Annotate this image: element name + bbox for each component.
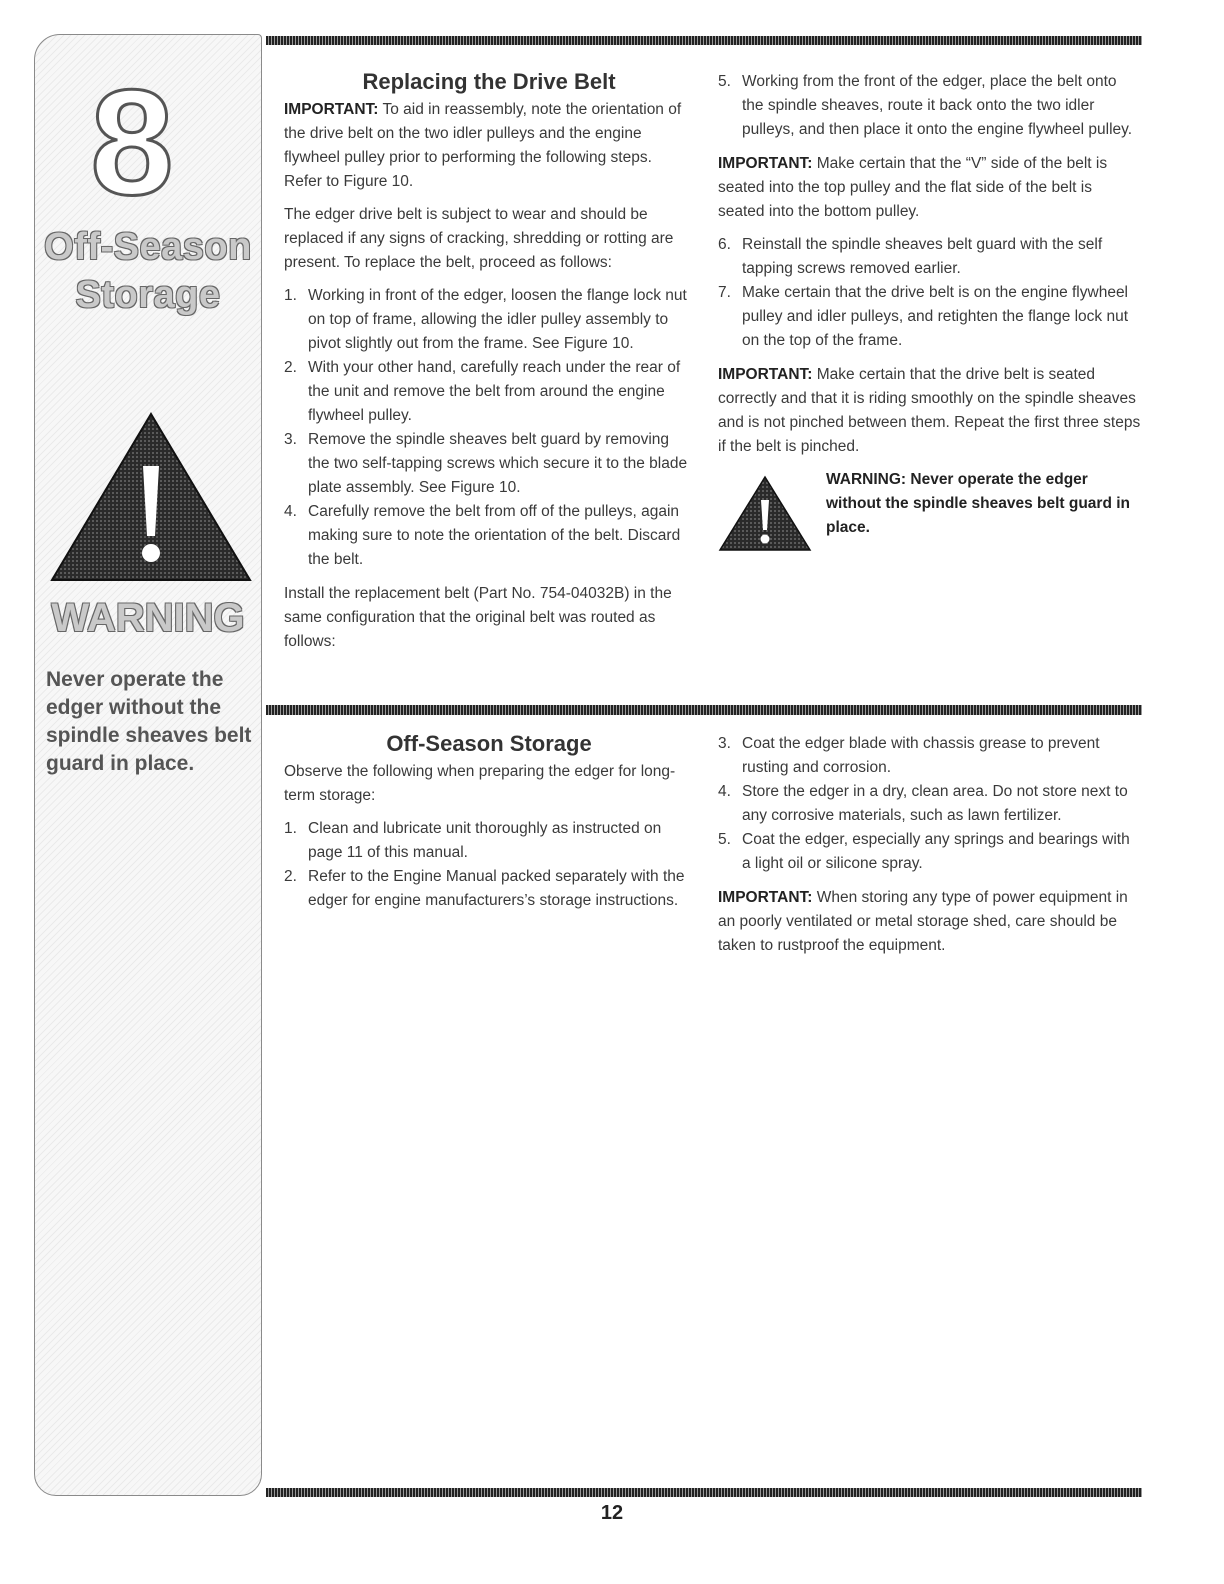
inline-warning-text: WARNING: Never operate the edger without the spindle sheaves belt guard in place. [826,471,1131,536]
list-item: 2. Refer to the Engine Manual packed separately with the edger for engine manufacturers’s storage instructions. [284,868,685,909]
storage-heading: Off-Season Storage [386,731,592,756]
list-item: 3. Coat the edger blade with chassis grease to prevent rusting and corrosion. [718,735,1100,776]
important-label: IMPORTANT: [284,101,379,118]
storage-column-left [284,732,694,923]
sidebar-title-line1: Off-Season [44,226,252,268]
drive-belt-steps-1-4 [284,284,694,572]
warning-triangle-icon [718,474,812,552]
storage-steps-1-2 [284,817,694,913]
list-item: 6. Reinstall the spindle sheaves belt guard with the self tapping screws removed earlier. [718,236,1103,277]
drive-belt-heading: Replacing the Drive Belt [362,69,616,94]
list-item: 2. With your other hand, carefully reach under the rear of the unit and remove the belt from around the engine flywheel pulley. [284,359,681,424]
drive-belt-important-3: IMPORTANT: Make certain that the drive belt is seated correctly and that it is riding smoothly on the spindle sheaves and is not pinched between them. Repeat the first three steps if the belt is pinched. [718,366,1141,455]
drive-belt-column-left [284,70,694,663]
warning-triangle-icon [48,408,254,586]
list-item: 7. Make certain that the drive belt is on the engine flywheel pulley and idler pulleys, and retighten the flange lock nut on the top of the frame. [718,284,1129,349]
drive-belt-important [284,98,694,194]
install-text: Install the replacement belt (Part No. 754-04032B) in the same configuration that the original belt was routed as follows: [284,585,672,650]
list-item: 4. Carefully remove the belt from off of the pulleys, again making sure to note the orientation of the belt. Discard the belt. [284,503,681,568]
chapter-number-badge [72,80,192,202]
sidebar-title-line2: Storage [75,274,221,316]
list-item: 4. Store the edger in a dry, clean area. Do not store next to any corrosive materials, such as lawn fertilizer. [718,783,1128,824]
storage-intro: Observe the following when preparing the edger for long-term storage: [284,763,676,804]
inline-warning-box [718,468,1142,550]
important-text: To aid in reassembly, note the orientation of the drive belt on the two idler pulleys and the engine flywheel pulley prior to performing the following steps. Refer to Figure 10. [284,101,682,190]
chapter-number: 8 [90,80,174,202]
list-item: 1. Working in front of the edger, loosen the flange lock nut on top of frame, allowing the idler pulley assembly to pivot slightly out from the frame. See Figure 10. [284,287,687,352]
sidebar-warning-heading: WARNING [51,596,245,640]
list-item: 3. Remove the spindle sheaves belt guard by removing the two self-tapping screws which secure it to the blade plate assembly. See Figure 10. [284,431,688,496]
sidebar-warning-text: Never operate the edger without the spindle sheaves belt guard in place. [46,668,252,775]
drive-belt-intro: The edger drive belt is subject to wear and should be replaced if any signs of cracking, shredding or rotting are present. To replace the belt, proceed as follows: [284,206,674,271]
storage-column-right [718,732,1142,967]
storage-important: IMPORTANT: When storing any type of power equipment in an poorly ventilated or metal storage shed, care should be taken to rustproof the equipment. [718,889,1128,954]
list-item: 1. Clean and lubricate unit thoroughly as instructed on page 11 of this manual. [284,820,662,861]
section-divider [266,705,1142,715]
page-number: 12 [600,1502,624,1524]
drive-belt-step-5 [718,70,1142,142]
bottom-rule [266,1488,1142,1497]
drive-belt-steps-6-7 [718,233,1142,353]
top-rule [266,36,1142,45]
list-item: 5. Working from the front of the edger, place the belt onto the spindle sheaves, route it back onto the two idler pulleys, and then place it onto the engine flywheel pulley. [718,73,1133,138]
drive-belt-column-right [718,70,1142,550]
list-item: 5. Coat the edger, especially any springs and bearings with a light oil or silicone spray. [718,831,1130,872]
storage-steps-3-5 [718,732,1142,876]
drive-belt-important-2: IMPORTANT: Make certain that the “V” side of the belt is seated into the top pulley and the flat side of the belt is seated into the bottom pulley. [718,155,1108,220]
